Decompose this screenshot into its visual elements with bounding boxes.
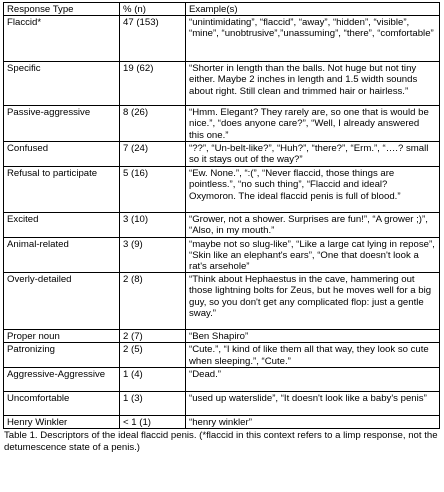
response-type-cell: Overly-detailed [4,273,120,330]
table-row [4,142,440,167]
document [3,2,439,454]
examples-cell: “Cute.”, “I kind of like them all that way, they look so cute when sleeping.”, “Cute.” [186,343,440,367]
percent-cell: 2 (7) [120,330,186,343]
examples-cell: “Think about Hephaestus in the cave, hammering out those lightning bolts for Zeus, but he moves well for a big guy, so you don't get any complicated flop: just a gentle sway.” [186,273,440,330]
table-header-row [4,3,440,16]
descriptor-table [3,2,440,429]
percent-cell: 2 (5) [120,343,186,367]
percent-cell: 2 (8) [120,273,186,330]
response-type-cell: Proper noun [4,330,120,343]
table-row [4,16,440,62]
table-row [4,237,440,273]
header-examples: Example(s) [186,3,440,16]
table-row [4,415,440,428]
response-type-cell: Aggressive-Aggressive [4,367,120,391]
response-type-cell: Excited [4,213,120,237]
response-type-cell: Henry Winkler [4,415,120,428]
percent-cell: 7 (24) [120,142,186,167]
percent-cell: < 1 (1) [120,415,186,428]
percent-cell: 3 (10) [120,213,186,237]
examples-cell: “Ew. None.”, “:(”, “Never flaccid, those things are pointless.”, “no such thing”, “Flaccid and ideal? Oxymoron. The ideal flaccid penis is full of blood.” [186,167,440,213]
examples-cell: “maybe not so slug-like”, “Like a large cat lying in repose”, “Skin like an elephant's ears”, “One that doesn't look a rat's arsehole” [186,237,440,273]
header-percent: % (n) [120,3,186,16]
examples-cell: “Shorter in length than the balls. Not huge but not tiny either. Maybe 2 inches in length and 1.5 width sounds about right. Still clean and trimmed hair or hairless.” [186,62,440,106]
table-row [4,62,440,106]
table-row [4,343,440,367]
response-type-cell: Animal-related [4,237,120,273]
table-row [4,391,440,415]
examples-cell: “Ben Shapiro” [186,330,440,343]
table-row [4,367,440,391]
examples-cell: “unintimidating”, “flaccid”, “away”, “hidden”, “visible”, “mine”, “unobtrusive”,”unassuming”, “there”, “comfortable” [186,16,440,62]
table-row [4,273,440,330]
percent-cell: 8 (26) [120,106,186,142]
table-row [4,213,440,237]
table-row [4,106,440,142]
header-response-type: Response Type [4,3,120,16]
table-caption: Table 1. Descriptors of the ideal flaccid penis. (*flaccid in this context refers to a limp response, not the detumescence state of a penis.) [4,430,438,454]
examples-cell: “henry winkler” [186,415,440,428]
percent-cell: 1 (3) [120,391,186,415]
examples-cell: “used up waterslide”, “It doesn't look like a baby's penis” [186,391,440,415]
response-type-cell: Refusal to participate [4,167,120,213]
response-type-cell: Patronizing [4,343,120,367]
percent-cell: 47 (153) [120,16,186,62]
examples-cell: “Grower, not a shower. Surprises are fun!”, “A grower ;)”, “Also, in my mouth.” [186,213,440,237]
table-row [4,167,440,213]
percent-cell: 5 (16) [120,167,186,213]
response-type-cell: Passive-aggressive [4,106,120,142]
percent-cell: 19 (62) [120,62,186,106]
examples-cell: “??”, “Un-belt-like?”, “Huh?”, “there?”, “Erm.”, “….? small so it stays out of the way?” [186,142,440,167]
response-type-cell: Flaccid* [4,16,120,62]
examples-cell: “Dead.” [186,367,440,391]
response-type-cell: Uncomfortable [4,391,120,415]
percent-cell: 3 (9) [120,237,186,273]
response-type-cell: Confused [4,142,120,167]
percent-cell: 1 (4) [120,367,186,391]
response-type-cell: Specific [4,62,120,106]
examples-cell: “Hmm. Elegant? They rarely are, so one that is would be nice.”, “does anyone care?”, “Well, I already answered this one.” [186,106,440,142]
table-row [4,330,440,343]
